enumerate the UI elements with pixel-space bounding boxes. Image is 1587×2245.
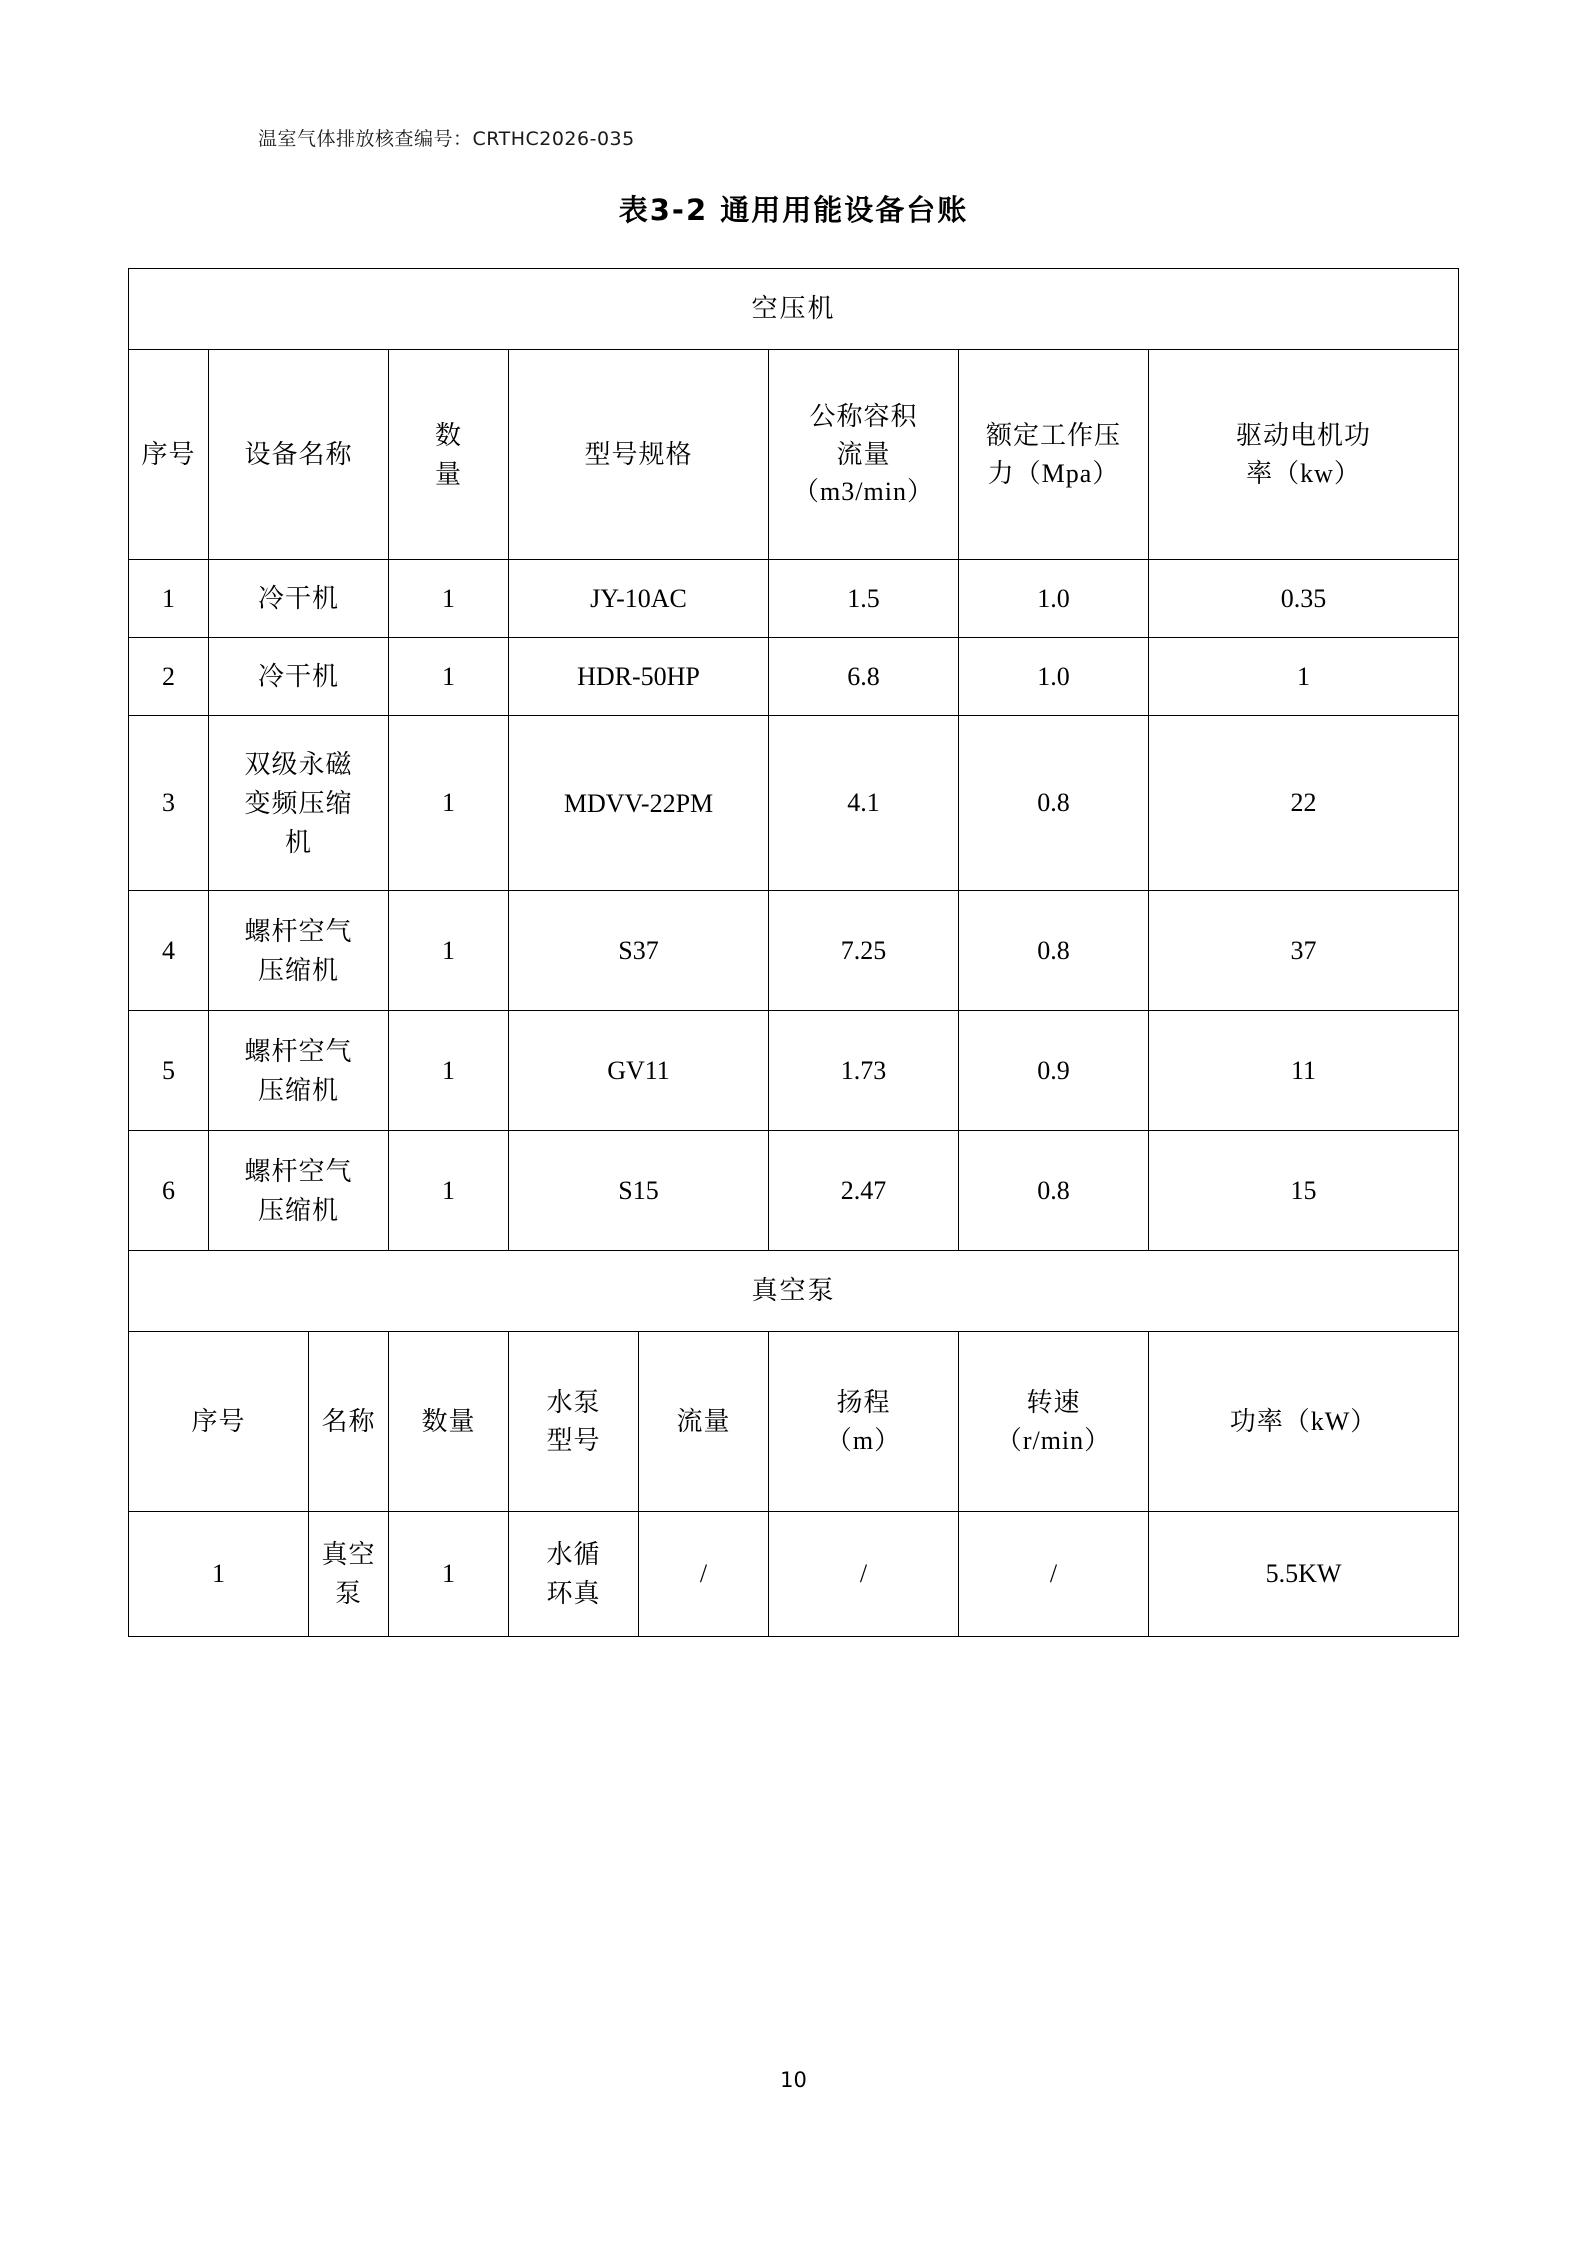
cell-power: 15 [1149,1131,1459,1251]
col-header-name: 名称 [309,1332,389,1512]
cell-power: 1 [1149,638,1459,716]
cell-flow: 6.8 [769,638,959,716]
cell-quantity: 1 [389,891,509,1011]
cell-flow: 4.1 [769,716,959,891]
col-header-equipment-name: 设备名称 [209,350,389,560]
cell-flow: 1.73 [769,1011,959,1131]
cell-name: 真空泵 [309,1512,389,1637]
col-header-model: 型号规格 [509,350,769,560]
table-row [129,560,1459,638]
table-header-row [129,350,1459,560]
cell-pressure: 0.8 [959,891,1149,1011]
cell-index: 1 [129,560,209,638]
cell-pressure: 0.8 [959,716,1149,891]
cell-model: GV11 [509,1011,769,1131]
cell-power: 11 [1149,1011,1459,1131]
section-header-row [129,1251,1459,1332]
section-title-compressor: 空压机 [129,269,1459,350]
cell-model: S37 [509,891,769,1011]
cell-flow: 7.25 [769,891,959,1011]
cell-power: 37 [1149,891,1459,1011]
cell-model: HDR-50HP [509,638,769,716]
cell-model: MDVV-22PM [509,716,769,891]
cell-equipment-name: 双级永磁变频压缩机 [209,716,389,891]
table-header-row [129,1332,1459,1512]
table-title: 表3-2 通用用能设备台账 [618,193,969,227]
table-row [129,1131,1459,1251]
cell-index: 6 [129,1131,209,1251]
col-header-flow: 流量 [639,1332,769,1512]
cell-quantity: 1 [389,1512,509,1637]
table-row [129,638,1459,716]
cell-index: 4 [129,891,209,1011]
cell-pressure: 0.8 [959,1131,1149,1251]
col-header-head: 扬程 （m） [769,1332,959,1512]
cell-equipment-name: 螺杆空气压缩机 [209,891,389,1011]
cell-flow: / [639,1512,769,1637]
cell-pressure: 1.0 [959,638,1149,716]
cell-power: 22 [1149,716,1459,891]
table-row [129,891,1459,1011]
col-header-speed: 转速 （r/min） [959,1332,1149,1512]
section-header-row [129,269,1459,350]
cell-flow: 1.5 [769,560,959,638]
cell-index: 5 [129,1011,209,1131]
cell-power: 5.5KW [1149,1512,1459,1637]
cell-index: 2 [129,638,209,716]
cell-pump-model: 水循环真 [509,1512,639,1637]
col-header-power: 功率（kW） [1149,1332,1459,1512]
cell-index: 1 [129,1512,309,1637]
cell-quantity: 1 [389,716,509,891]
col-header-motor-power: 驱动电机功 率（kw） [1149,350,1459,560]
cell-flow: 2.47 [769,1131,959,1251]
col-header-index: 序号 [129,1332,309,1512]
cell-equipment-name: 螺杆空气压缩机 [209,1131,389,1251]
cell-pressure: 1.0 [959,560,1149,638]
col-header-quantity: 数量 [389,350,509,560]
col-header-index: 序号 [129,350,209,560]
cell-equipment-name: 冷干机 [209,638,389,716]
col-header-pump-model: 水泵 型号 [509,1332,639,1512]
section-title-vacuum-pump: 真空泵 [129,1251,1459,1332]
cell-speed: / [959,1512,1149,1637]
cell-index: 3 [129,716,209,891]
document-header-note: 温室气体排放核查编号：CRTHC2026-035 [258,128,635,150]
col-header-pressure: 额定工作压 力（Mpa） [959,350,1149,560]
equipment-ledger-table [128,268,1459,1637]
table-row [129,1512,1459,1637]
cell-head: / [769,1512,959,1637]
page-number: 10 [780,2068,807,2092]
cell-pressure: 0.9 [959,1011,1149,1131]
cell-power: 0.35 [1149,560,1459,638]
table-row [129,716,1459,891]
col-header-quantity: 数量 [389,1332,509,1512]
cell-equipment-name: 螺杆空气压缩机 [209,1011,389,1131]
cell-quantity: 1 [389,1131,509,1251]
col-header-flow: 公称容积 流量 （m3/min） [769,350,959,560]
table-row [129,1011,1459,1131]
cell-model: JY-10AC [509,560,769,638]
cell-quantity: 1 [389,1011,509,1131]
cell-equipment-name: 冷干机 [209,560,389,638]
cell-quantity: 1 [389,638,509,716]
cell-model: S15 [509,1131,769,1251]
cell-quantity: 1 [389,560,509,638]
equipment-ledger-table-wrapper [128,268,1458,1637]
